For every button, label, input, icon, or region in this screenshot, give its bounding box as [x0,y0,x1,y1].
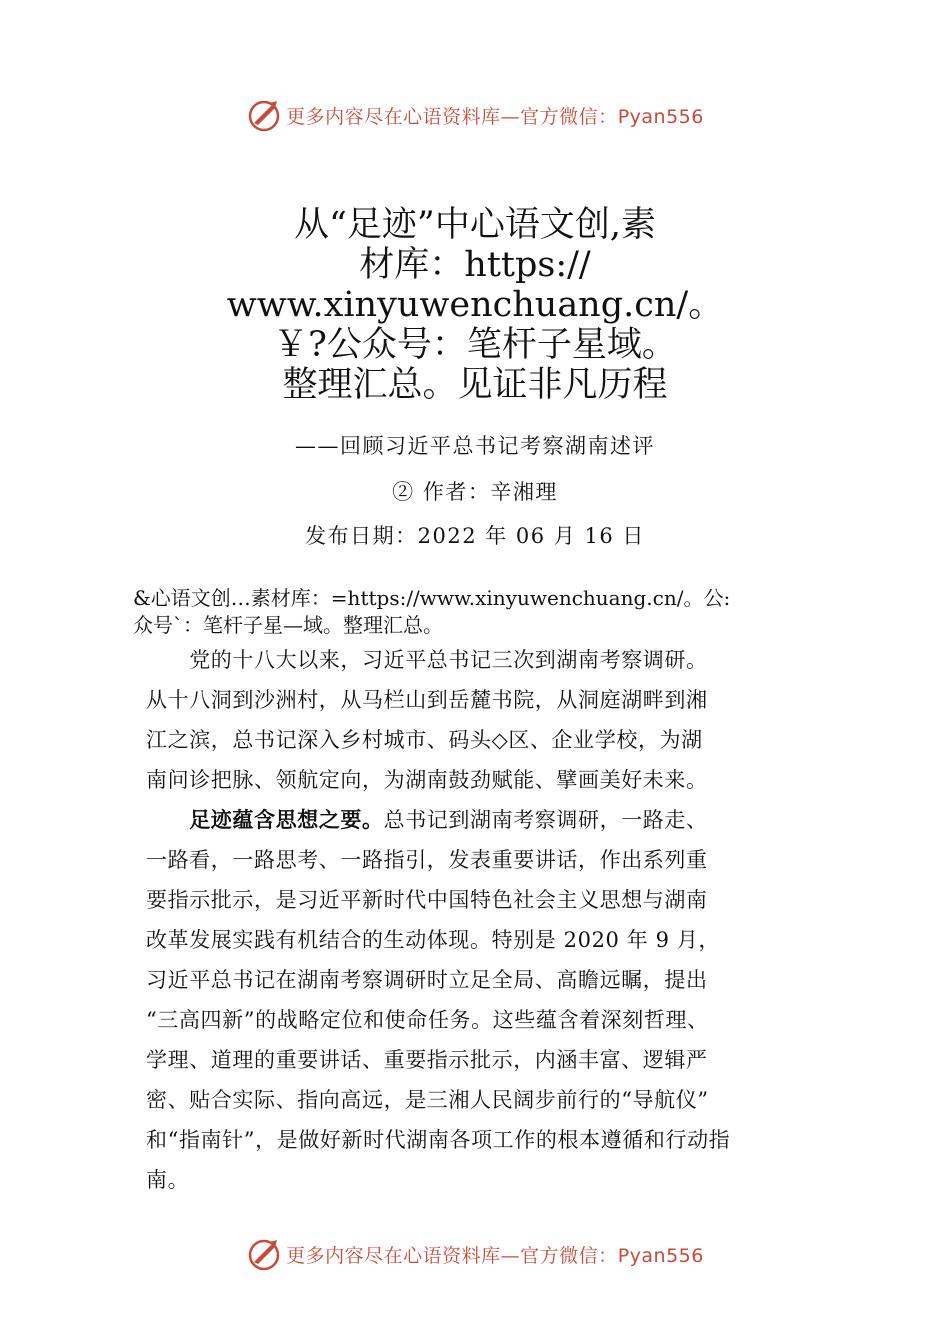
paragraph-line: 学理、道理的重要讲话、重要指示批示，内涵丰富、逻辑严 [146,1048,708,1072]
ad-line: &心语文创…素材库：=https://www.xinyuwenchuang.cn/。公: [133,586,731,610]
footer-banner [0,1234,950,1274]
document-subtitle: ——回顾习近平总书记考察湖南述评 [295,434,655,458]
paragraph-lead: 足迹蕴含思想之要。 [189,808,384,832]
paragraph-line: 改革发展实践有机结合的生动体现。特别是 2020 年 9 月， [146,928,721,952]
publish-date: 发布日期：2022 年 06 月 16 日 [305,524,645,548]
title-line: 整理汇总。见证非凡历程 [282,365,668,405]
article-body [146,640,826,1200]
paragraph-line: 南问诊把脉、领航定向，为湖南鼓劲赋能、擘画美好未来。 [146,768,708,792]
author-line: ② 作者：辛湘理 [392,480,558,504]
document-title [0,205,950,405]
paragraph-line: 南。 [146,1168,190,1192]
paragraph-line: 要指示批示，是习近平新时代中国特色社会主义思想与湖南 [146,888,708,912]
paragraph-line: 一路看，一路思考、一路指引，发表重要讲话，作出系列重 [146,848,708,872]
banner-text: 更多内容尽在心语资料库—官方微信：Pyan556 [286,1244,704,1267]
title-line: 从“足迹”中心语文创,素 [294,205,656,245]
title-line: 材库：https:// [359,245,591,285]
pen-seal-logo-icon [246,1236,282,1272]
banner-text: 更多内容尽在心语资料库—官方微信：Pyan556 [286,105,704,128]
ad-line: 众号`：笔杆子星—域。整理汇总。 [133,613,443,637]
paragraph-line: 密、贴合实际、指向高远，是三湘人民阔步前行的“导航仪” [146,1088,709,1112]
paragraph-line: 从十八洞到沙洲村，从马栏山到岳麓书院，从洞庭湖畔到湘 [146,688,708,712]
paragraph-line: 习近平总书记在湖南考察调研时立足全局、高瞻远瞩，提出 [146,968,708,992]
paragraph-line: 党的十八大以来，习近平总书记三次到湖南考察调研。 [146,648,708,672]
ad-block [133,585,853,639]
title-line: ￥?公众号：笔杆子星域。 [273,325,677,365]
paragraph-line: 和“指南针”，是做好新时代湖南各项工作的根本遵循和行动指 [146,1128,731,1152]
header-banner [0,95,950,135]
paragraph-line: 江之滨，总书记深入乡村城市、码头◇区、企业学校，为湖 [146,728,703,752]
paragraph-line: 足迹蕴含思想之要。总书记到湖南考察调研，一路走、 [189,808,708,832]
paragraph-line: “三高四新”的战略定位和使命任务。这些蕴含着深刻哲理、 [146,1008,709,1032]
pen-seal-logo-icon [246,97,282,133]
title-line: www.xinyuwenchuang.cn/。 [226,285,724,325]
